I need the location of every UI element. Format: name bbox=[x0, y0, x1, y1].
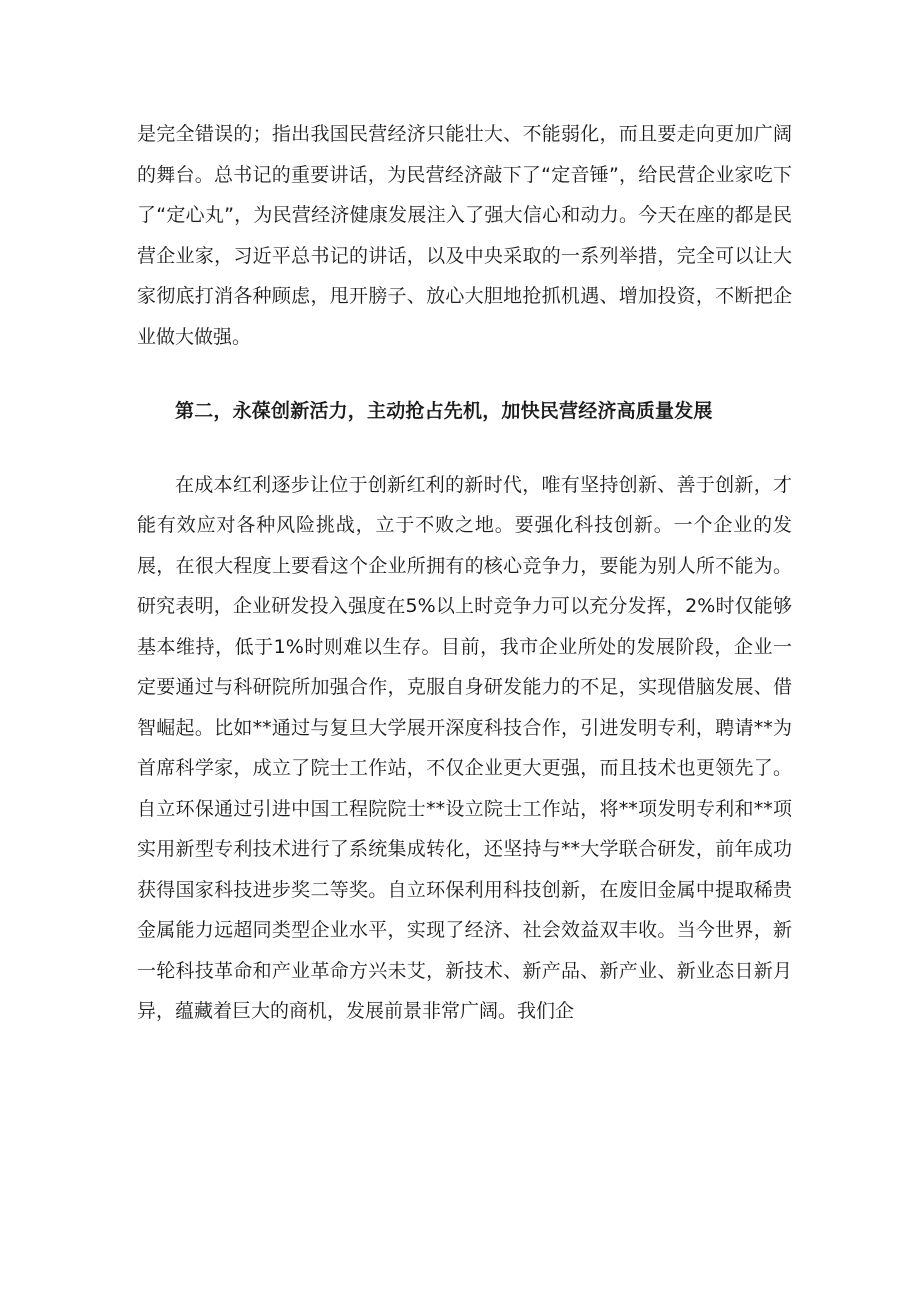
continuation-paragraph: 是完全错误的；指出我国民营经济只能壮大、不能弱化，而且要走向更加广阔的舞台。总书记的重要讲话，为民营经济敲下了“定音锤”，给民营企业家吃下了“定心丸”，为民营经济健康发展注入了强大信心和动力。今天在座的都是民营企业家，习近平总书记的讲话，以及中央采取的一系列举措，完全可以让大家彻底打消各种顾虑，甩开膀子、放心大胆地抢抓机遇、增加投资，不断把企业做大做强。 bbox=[137, 123, 792, 348]
body-paragraph: 在成本红利逐步让位于创新红利的新时代，唯有坚持创新、善于创新，才能有效应对各种风险挑战，立于不败之地。要强化科技创新。一个企业的发展，在很大程度上要看这个企业所拥有的核心竞争力，要能为别人所不能为。研究表明，企业研发投入强度在5%以上时竞争力可以充分发挥，2%时仅能够基本维持，低于1%时则难以生存。目前，我市企业所处的发展阶段，企业一定要通过与科研院所加强合作，克服自身研发能力的不足，实现借脑发展、借智崛起。比如**通过与复旦大学展开深度科技合作，引进发明专利，聘请**为首席科学家，成立了院士工作站，不仅企业更大更强，而且技术也更领先了。自立环保通过引进中国工程院院士**设立院士工作站，将**项发明专利和**项实用新型专利技术进行了系统集成转化，还坚持与**大学联合研发，前年成功获得国家科技进步奖二等奖。自立环保利用科技创新，在废旧金属中提取稀贵金属能力远超同类型企业水平，实现了经济、社会效益双丰收。当今世界，新一轮科技革命和产业革命方兴未艾，新技术、新产品、新产业、新业态日新月异，蕴藏着巨大的商机，发展前景非常广阔。我们企 bbox=[137, 473, 792, 1022]
section-heading: 第二，永葆创新活力，主动抢占先机，加快民营经济高质量发展 bbox=[175, 400, 713, 422]
document-body bbox=[137, 114, 792, 1032]
